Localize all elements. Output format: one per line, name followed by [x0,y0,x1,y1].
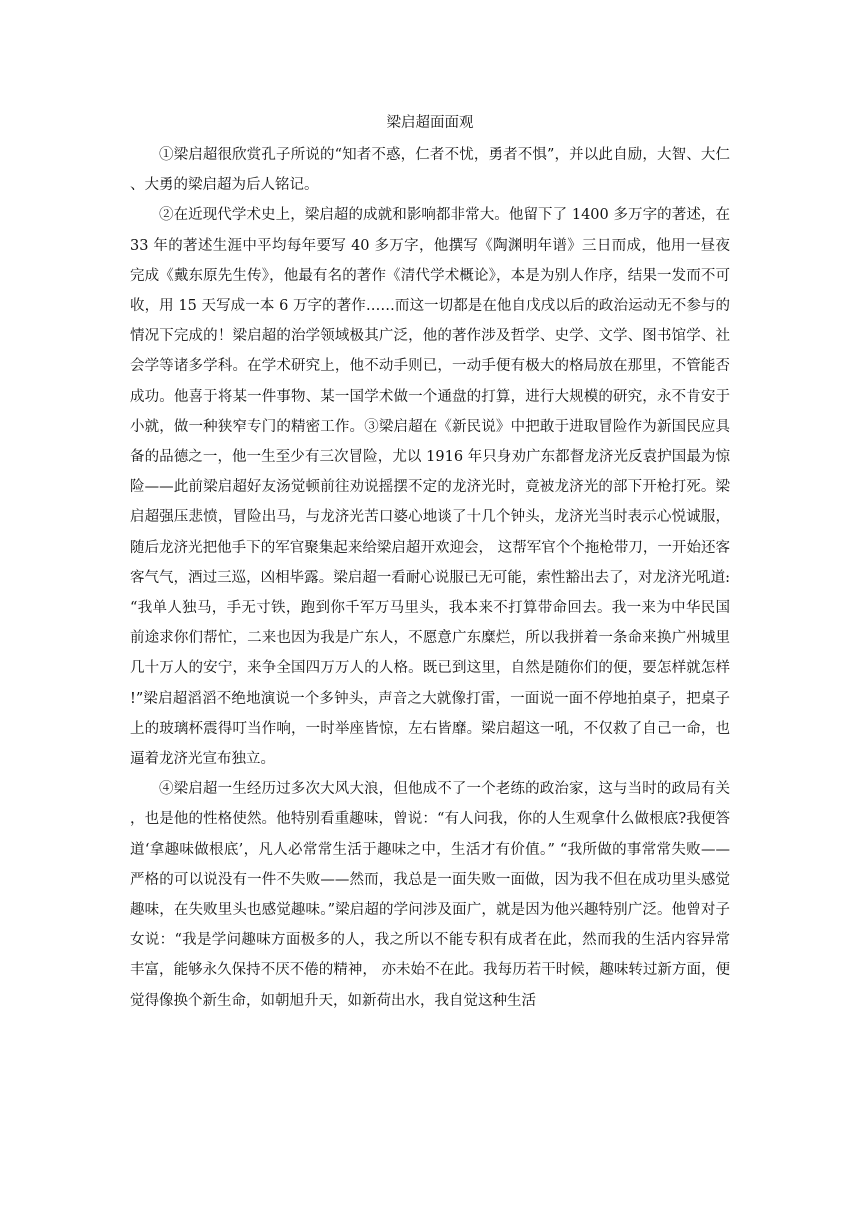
paragraph-3: ④梁启超一生经历过多次大风大浪，但他成不了一个老练的政治家，这与当时的政局有关，也是他的性格使然。他特别看重趣味，曾说：“有人问我，你的人生观拿什么做根底?我便答道‘拿趣味做根底’，凡人必常常生活于趣味之中，生活才有价值。” “我所做的事常常失败——严格的可以说没有一件不失败——然而，我总是一面失败一面做，因为我不但在成功里头感觉趣味，在失败里头也感觉趣味。”梁启超的学问涉及面广，就是因为他兴趣特别广泛。他曾对子女说：“我是学问趣味方面极多的人，我之所以不能专积有成者在此，然而我的生活内容异常丰富，能够永久保持不厌不倦的精神， 亦未始不在此。我每历若干时候，趣味转过新方面，便觉得像换个新生命，如朝旭升天，如新荷出水，我自觉这种生活 [130,781,730,1009]
paragraph-1: ①梁启超很欣赏孔子所说的“知者不惑，仁者不忧，勇者不惧”，并以此自励，大智、大仁、大勇的梁启超为后人铭记。 [130,147,730,194]
document-body [130,108,730,1016]
document-title: 梁启超面面观 [386,115,474,131]
paragraph-2: ②在近现代学术史上，梁启超的成就和影响都非常大。他留下了 1400 多万字的著述，在 33 年的著述生涯中平均每年要写 40 多万字，他撰写《陶渊明年谱》三日而成，他用一昼夜完成《戴东原先生传》，他最有名的著作《清代学术概论》，本是为别人作序，结果一发而不可收，用 15 天写成一本 6 万字的著作……而这一切都是在他自戊戌以后的政治运动无不参与的情况下完成的！梁启超的治学领域极其广泛，他的著作涉及哲学、史学、文学、图书馆学、社会学等诸多学科。在学术研究上，他不动手则已，一动手便有极大的格局放在那里，不管能否成功。他喜于将某一件事物、某一国学术做一个通盘的打算，进行大规模的研究，永不肯安于小就，做一种狭窄专门的精密工作。③梁启超在《新民说》中把敢于进取冒险作为新国民应具备的品德之一，他一生至少有三次冒险，尤以 1916 年只身劝广东都督龙济光反袁护国最为惊险——此前梁启超好友汤觉顿前往劝说摇摆不定的龙济光时，竟被龙济光的部下开枪打死。梁启超强压悲愤，冒险出马，与龙济光苦口婆心地谈了十几个钟头，龙济光当时表示心悦诚服，随后龙济光把他手下的军官聚集起来给梁启超开欢迎会， 这帮军官个个拖枪带刀，一开始还客客气气，酒过三巡，凶相毕露。梁启超一看耐心说服已无可能，索性豁出去了，对龙济光吼道:“我单人独马，手无寸铁，跑到你千军万马里头，我本来不打算带命回去。我一来为中华民国前途求你们帮忙，二来也因为我是广东人，不愿意广东糜烂，所以我拼着一条命来换广州城里几十万人的安宁，来争全国四万万人的人格。既已到这里，自然是随你们的便，要怎样就怎样!”梁启超滔滔不绝地演说一个多钟头，声音之大就像打雷，一面说一面不停地拍桌子，把桌子上的玻璃杯震得叮当作响，一时举座皆惊，左右皆靡。梁启超这一吼，不仅救了自己一命，也逼着龙济光宣布独立。 [130,207,730,768]
